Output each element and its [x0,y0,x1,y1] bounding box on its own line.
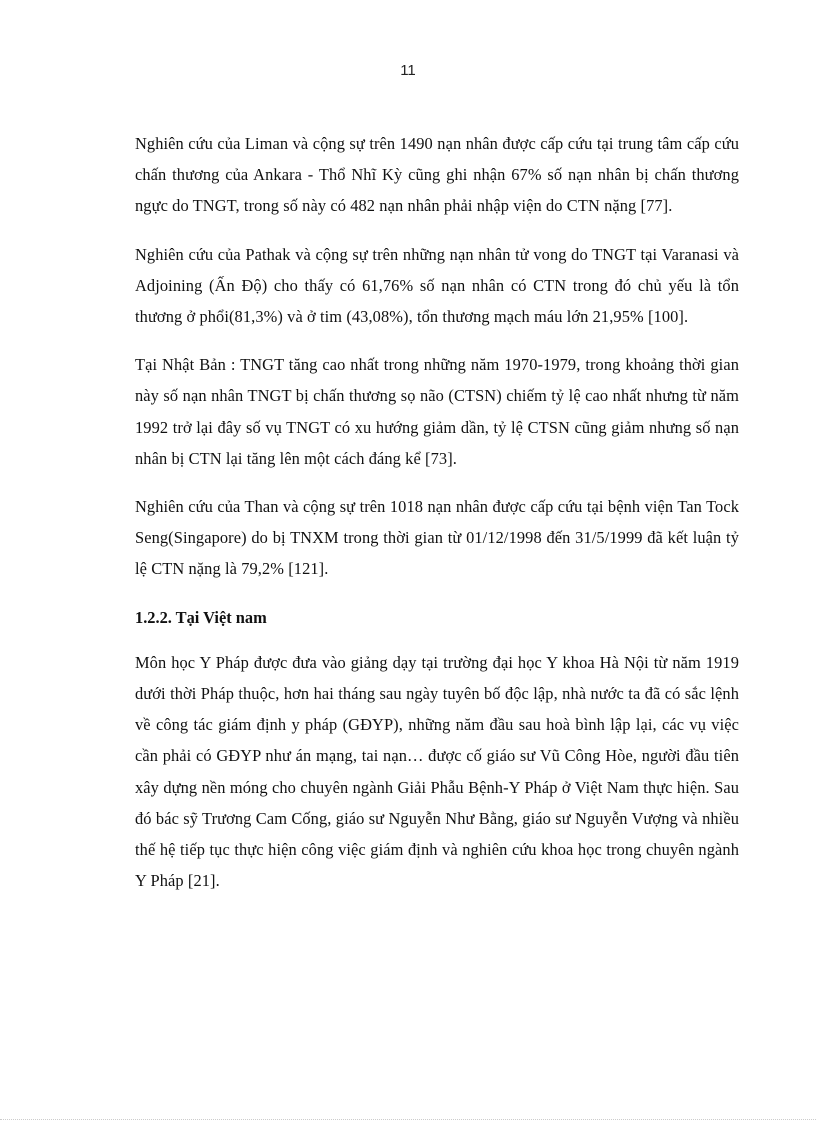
paragraph-japan: Tại Nhật Bản : TNGT tăng cao nhất trong những năm 1970-1979, trong khoảng thời gian này số nạn nhân TNGT bị chấn thương sọ não (CTSN) chiếm tỷ lệ cao nhất nhưng từ năm 1992 trở lại đây số vụ TNGT có xu hướng giảm dần, tỷ lệ CTSN cũng giảm nhưng số nạn nhân bị CTN lại tăng lên một cách đáng kể [73]. [135,355,739,468]
page-number: 11 [400,62,416,79]
section-heading: 1.2.2. Tại Việt nam [135,607,267,627]
paragraph-liman-study: Nghiên cứu của Liman và cộng sự trên 1490 nạn nhân được cấp cứu tại trung tâm cấp cứu chấn thương của Ankara - Thổ Nhĩ Kỳ cũng ghi nhận 67% số nạn nhân bị chấn thương ngực do TNGT, trong số này có 482 nạn nhân phải nhập viện do CTN nặng [77]. [135,134,739,216]
page-bottom-divider [0,1119,816,1120]
paragraph-pathak-study: Nghiên cứu của Pathak và cộng sự trên những nạn nhân tử vong do TNGT tại Varanasi và Adjoining (Ấn Độ) cho thấy có 61,76% số nạn nhân có CTN trong đó chủ yếu là tổn thương ở phổi(81,3%) và ở tim (43,08%), tổn thương mạch máu lớn 21,95% [100]. [135,244,739,327]
paragraph-vietnam: Môn học Y Pháp được đưa vào giảng dạy tại trường đại học Y khoa Hà Nội từ năm 1919 dưới thời Pháp thuộc, hơn hai tháng sau ngày tuyên bố độc lập, nhà nước ta đã có sắc lệnh về công tác giám định y pháp (GĐYP), những năm đầu sau hoà bình lập lại, các vụ việc cần phải có GĐYP như án mạng, tai nạn… được cố giáo sư Vũ Công Hòe, người đầu tiên xây dựng nền móng cho chuyên ngành Giải Phẫu Bệnh-Y Pháp ở Việt Nam thực hiện. Sau đó bác sỹ Trương Cam Cống, giáo sư Nguyễn Như Bằng, giáo sư Nguyễn Vượng và nhiều thế hệ tiếp tục thực hiện công việc giám định và nghiên cứu khoa học trong chuyên ngành Y Pháp [21]. [135,652,739,891]
paragraph-than-study: Nghiên cứu của Than và cộng sự trên 1018 nạn nhân được cấp cứu tại bệnh viện Tan Tock Seng(Singapore) do bị TNXM trong thời gian từ 01/12/1998 đến 31/5/1999 đã kết luận tỷ lệ CTN nặng là 79,2% [121]. [135,497,739,579]
document-body [135,128,739,913]
